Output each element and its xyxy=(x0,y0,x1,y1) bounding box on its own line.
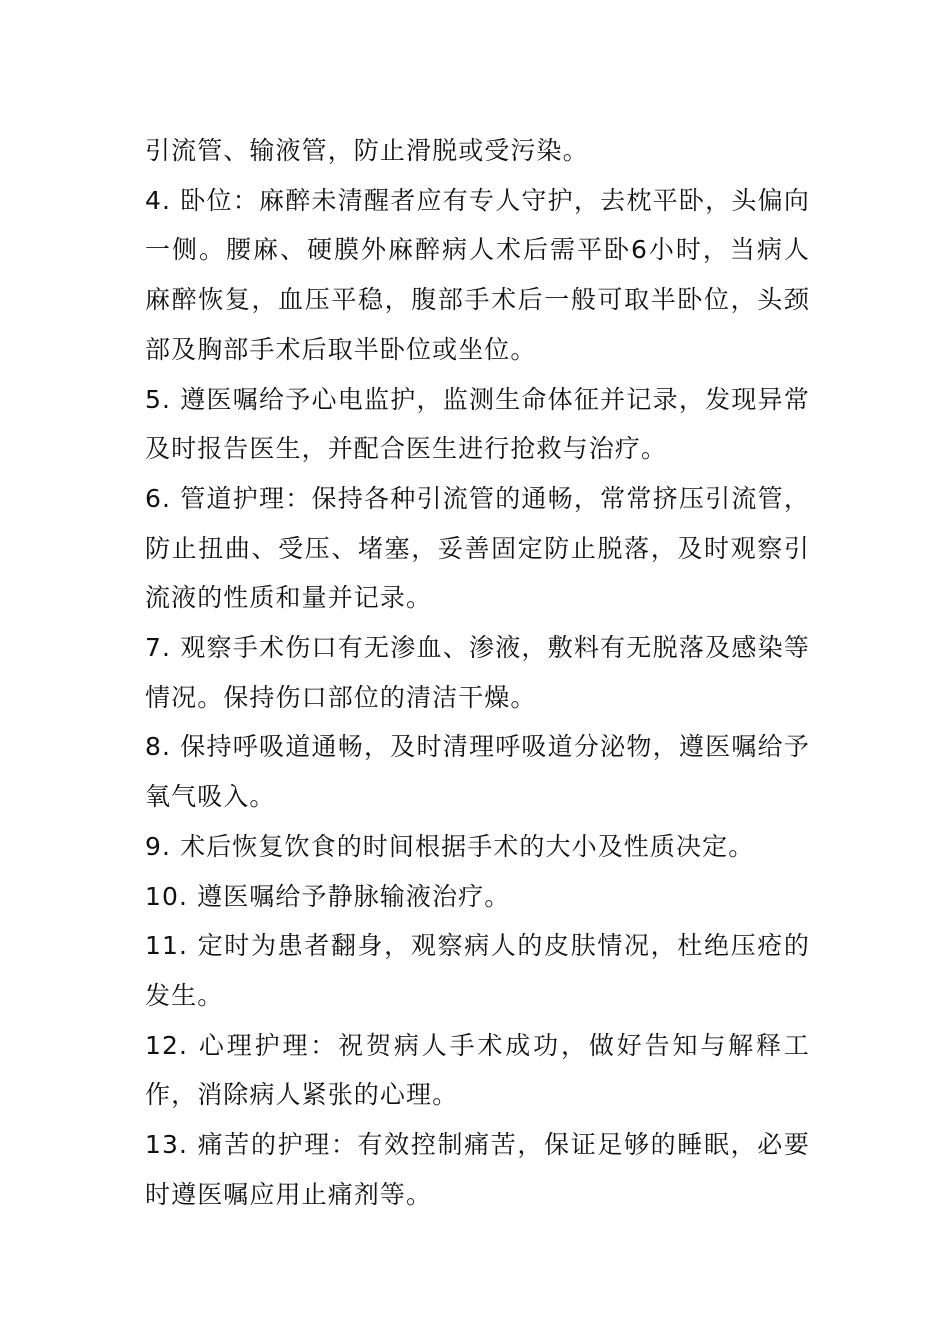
paragraph-item-9: 9. 术后恢复饮食的时间根据手术的大小及性质决定。 xyxy=(145,831,755,861)
paragraph-item-8: 8. 保持呼吸道通畅，及时清理呼吸道分泌物，遵医嘱给予氧气吸入。 xyxy=(145,732,810,812)
paragraph-item-5: 5. 遵医嘱给予心电监护，监测生命体征并记录，发现异常及时报告医生，并配合医生进行抢救与治疗。 xyxy=(145,384,810,464)
paragraph-item-6: 6. 管道护理：保持各种引流管的通畅，常常挤压引流管，防止扭曲、受压、堵塞，妥善固定防止脱落，及时观察引流液的性质和量并记录。 xyxy=(145,483,810,613)
paragraph-item-13: 13. 痛苦的护理：有效控制痛苦，保证足够的睡眠，必要时遵医嘱应用止痛剂等。 xyxy=(145,1130,810,1209)
document-body xyxy=(145,126,810,1219)
paragraph-item-4: 4. 卧位：麻醉未清醒者应有专人守护，去枕平卧，头偏向一侧。腰麻、硬膜外麻醉病人术后需平卧6小时，当病人麻醉恢复，血压平稳，腹部手术后一般可取半卧位，头颈部及胸部手术后取半卧位或坐位。 xyxy=(145,185,810,364)
paragraph-item-12: 12. 心理护理：祝贺病人手术成功，做好告知与解释工作，消除病人紧张的心理。 xyxy=(145,1030,810,1110)
paragraph-item-11: 11. 定时为患者翻身，观察病人的皮肤情况，杜绝压疮的发生。 xyxy=(145,931,810,1010)
paragraph-item-7: 7. 观察手术伤口有无渗血、渗液，敷料有无脱落及感染等情况。保持伤口部位的清洁干燥。 xyxy=(145,633,810,712)
paragraph-continuation: 引流管、输液管，防止滑脱或受污染。 xyxy=(145,136,589,165)
paragraph-item-10: 10. 遵医嘱给予静脉输液治疗。 xyxy=(145,881,511,911)
